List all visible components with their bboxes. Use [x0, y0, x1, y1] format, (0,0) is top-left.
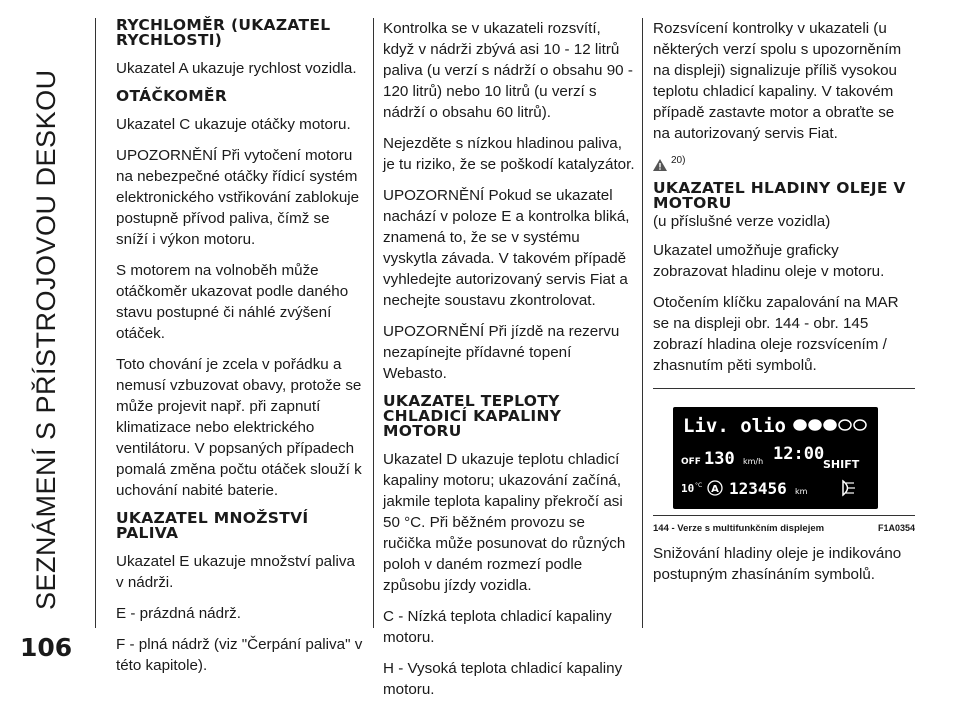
multifunction-display: [673, 407, 878, 509]
column-divider: [642, 18, 643, 628]
figure-code: F1A0354: [877, 523, 915, 533]
paragraph: H - Vysoká teplota chladicí kapaliny motoru.: [383, 660, 623, 698]
paragraph: UPOZORNĚNÍ Pokud se ukazatel nachází v poloze E a kontrolka bliká, znamená to, že se v systému vyskytla závada. V takovém případě vyhledejte autorizovaný servis Fiat a nechejte soustavu zkontrolovat.: [383, 187, 630, 309]
paragraph: Kontrolka se v ukazateli rozsvítí, když v nádrži zbývá asi 10 - 12 litrů paliva (u verzí s nádrží o obsahu 90 - 120 litrů) nebo 10 litrů (u verzí s nádrží o obsahu 60 litrů).: [383, 20, 633, 121]
column-divider: [373, 18, 374, 628]
display-graphic: [673, 407, 878, 509]
page-number: 106: [20, 633, 73, 662]
paragraph: Ukazatel D ukazuje teplotu chladicí kapaliny motoru; ukazování začíná, jakmile teplota kapaliny překročí asi 50 °C. Při běžném provozu se ručička může posunovat do různých poloh v daném rozmezí podle způsobu jízdy vozidla.: [383, 451, 626, 594]
paragraph: E - prázdná nádrž.: [116, 605, 241, 622]
oil-level-segment: [854, 420, 866, 430]
paragraph: S motorem na volnoběh může otáčkoměr ukazovat podle daného stavu postupné či náhlé zvýšení otáček.: [116, 262, 349, 342]
figure-caption-text: 144 - Verze s multifunkčním displejem: [653, 523, 825, 534]
display-temperature-unit: °C: [695, 482, 703, 489]
paragraph: Snižování hladiny oleje je indikováno postupným zhasínáním symbolů.: [653, 545, 902, 583]
column-2: [383, 18, 635, 710]
paragraph: UPOZORNĚNÍ Při jízdě na rezervu nezapínejte přídavné topení Webasto.: [383, 323, 620, 382]
display-mode: A: [711, 484, 719, 495]
chapter-side-title: SEZNÁMENÍ S PŘÍSTROJOVOU DESKOU: [31, 69, 61, 610]
warning-reference: [653, 150, 915, 171]
reference-number: 20): [671, 155, 686, 166]
oil-level-segment: [794, 420, 806, 430]
warning-triangle-icon: [653, 159, 667, 171]
figure-144: [653, 407, 915, 535]
headlight-icon: [843, 481, 855, 495]
display-odometer-unit: km: [795, 487, 808, 496]
paragraph: Nejezděte s nízkou hladinou paliva, je tu riziko, že se poškodí katalyzátor.: [383, 135, 635, 173]
heading-oil-level-subtitle: (u příslušné verze vozidla): [653, 213, 831, 230]
paragraph: Otočením klíčku zapalování na MAR se na displeji obr. 144 - obr. 145 zobrazí hladina oleje rozsvícením / zhasnutím pěti symbolů.: [653, 294, 899, 374]
paragraph: UPOZORNĚNÍ Při vytočení motoru na nebezpečné otáčky řídicí systém elektronického vstřikování zablokuje postupně přívod paliva, čímž se sníží i výkon motoru.: [116, 147, 360, 248]
heading-speedometer: RYCHLOMĚR (UKAZATEL RYCHLOSTI): [116, 16, 331, 49]
oil-level-segment: [809, 420, 821, 430]
paragraph: Ukazatel C ukazuje otáčky motoru.: [116, 116, 351, 133]
display-odometer: 123456: [729, 479, 787, 498]
display-speed: 130: [704, 449, 735, 469]
display-speed-unit: km/h: [743, 457, 764, 466]
display-clock: 12:00: [773, 444, 825, 464]
column-1: [116, 18, 364, 686]
figure-caption: [653, 515, 915, 539]
oil-level-segment: [839, 420, 851, 430]
display-temperature: 10: [681, 482, 695, 495]
heading-fuel-gauge: UKAZATEL MNOŽSTVÍ PALIVA: [116, 509, 309, 542]
paragraph: Ukazatel A ukazuje rychlost vozidla.: [116, 60, 357, 77]
display-off-label: OFF: [681, 457, 701, 467]
column-3: [653, 18, 915, 595]
heading-oil-level-title: UKAZATEL HLADINY OLEJE V MOTORU: [653, 179, 906, 212]
section-rule: [653, 388, 915, 389]
paragraph: Toto chování je zcela v pořádku a nemusí vzbuzovat obavy, protože se může projevit např. při zapnutí klimatizace nebo elektrického ventilátoru. V popsaných případech pomalá změna počtu otáček slouží k uchování nabité baterie.: [116, 356, 362, 499]
oil-level-segment: [824, 420, 836, 430]
column-divider: [95, 18, 96, 628]
paragraph: Ukazatel E ukazuje množství paliva v nádrži.: [116, 553, 355, 591]
paragraph: Rozsvícení kontrolky v ukazateli (u některých verzí spolu s upozorněním na displeji) signalizuje příliš vysokou teplotu chladicí kapaliny. V takovém případě zastavte motor a obraťte se na autorizovaný servis Fiat.: [653, 20, 902, 142]
heading-coolant-temperature: UKAZATEL TEPLOTY CHLADICÍ KAPALINY MOTORU: [383, 392, 562, 440]
oil-level-indicator: [794, 420, 866, 430]
display-shift-indicator: SHIFT: [823, 458, 860, 471]
paragraph: Ukazatel umožňuje graficky zobrazovat hladinu oleje v motoru.: [653, 242, 885, 280]
display-title: Liv. olio: [683, 415, 786, 437]
paragraph: F - plná nádrž (viz "Čerpání paliva" v této kapitole).: [116, 636, 363, 674]
heading-tachometer: OTÁČKOMĚR: [116, 87, 228, 105]
heading-oil-level: [653, 181, 915, 232]
paragraph: C - Nízká teplota chladicí kapaliny motoru.: [383, 608, 612, 646]
